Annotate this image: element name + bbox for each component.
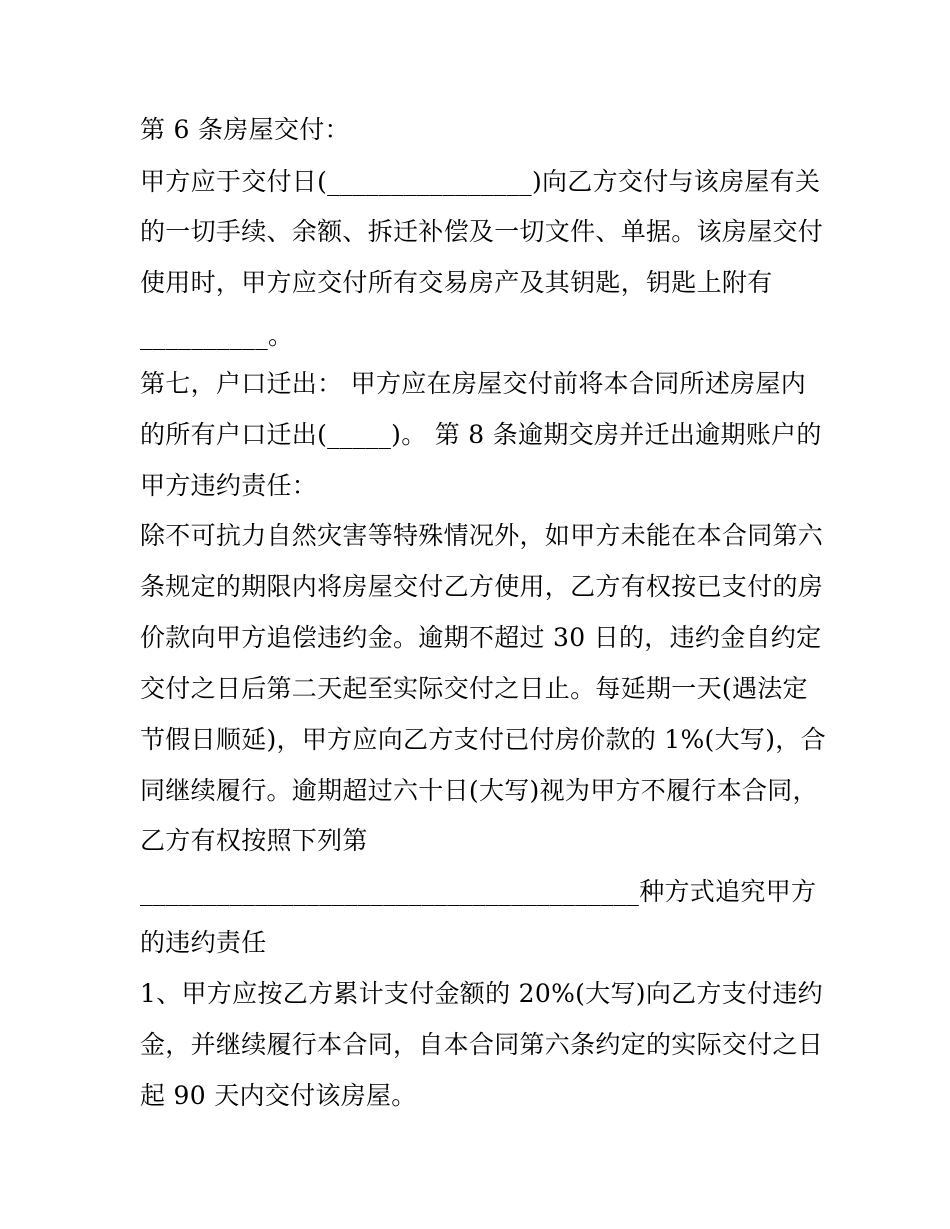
article-7-heading: 第七，户口迁出： 甲方应在房屋交付前将本合同所述房屋内 xyxy=(140,369,807,398)
text-line: 起 90 天内交付该房屋。 xyxy=(140,1081,417,1110)
text-line: 同继续履行。逾期超过六十日(大写)视为甲方不履行本合同， xyxy=(140,776,818,805)
text-line: _______________________________________种方式追究甲方 xyxy=(140,877,817,906)
text-line: 的所有户口迁出(_____)。 第 8 条逾期交房并迁出逾期账户的 xyxy=(140,420,822,449)
text-line: 条规定的期限内将房屋交付乙方使用，乙方有权按已支付的房 xyxy=(140,572,824,601)
text-line: 金，并继续履行本合同，自本合同第六条约定的实际交付之日 xyxy=(140,1030,824,1059)
text-line: 除不可抗力自然灾害等特殊情况外，如甲方未能在本合同第六 xyxy=(140,521,824,550)
text-line: 1、甲方应按乙方累计支付金额的 20%(大写)向乙方支付违约 xyxy=(140,979,823,1008)
text-line: 的违约责任 xyxy=(140,928,267,957)
text-line: 甲方应于交付日(________________)向乙方交付与该房屋有关 xyxy=(140,167,821,196)
text-line: 甲方违约责任： xyxy=(140,471,318,500)
article-6-heading: 第 6 条房屋交付： xyxy=(140,115,350,144)
text-line: 的一切手续、余额、拆迁补偿及一切文件、单据。该房屋交付 xyxy=(140,217,824,246)
text-line: 节假日顺延)，甲方应向乙方支付已付房价款的 1%(大写)，合 xyxy=(140,725,826,754)
text-line: 乙方有权按照下列第 xyxy=(140,826,368,855)
text-line: 使用时，甲方应交付所有交易房产及其钥匙，钥匙上附有 xyxy=(140,268,773,297)
text-line: __________。 xyxy=(140,321,294,350)
text-line: 交付之日后第二天起至实际交付之日止。每延期一天(遇法定 xyxy=(140,674,808,703)
text-line: 价款向甲方追偿违约金。逾期不超过 30 日的，违约金自约定 xyxy=(140,623,822,652)
